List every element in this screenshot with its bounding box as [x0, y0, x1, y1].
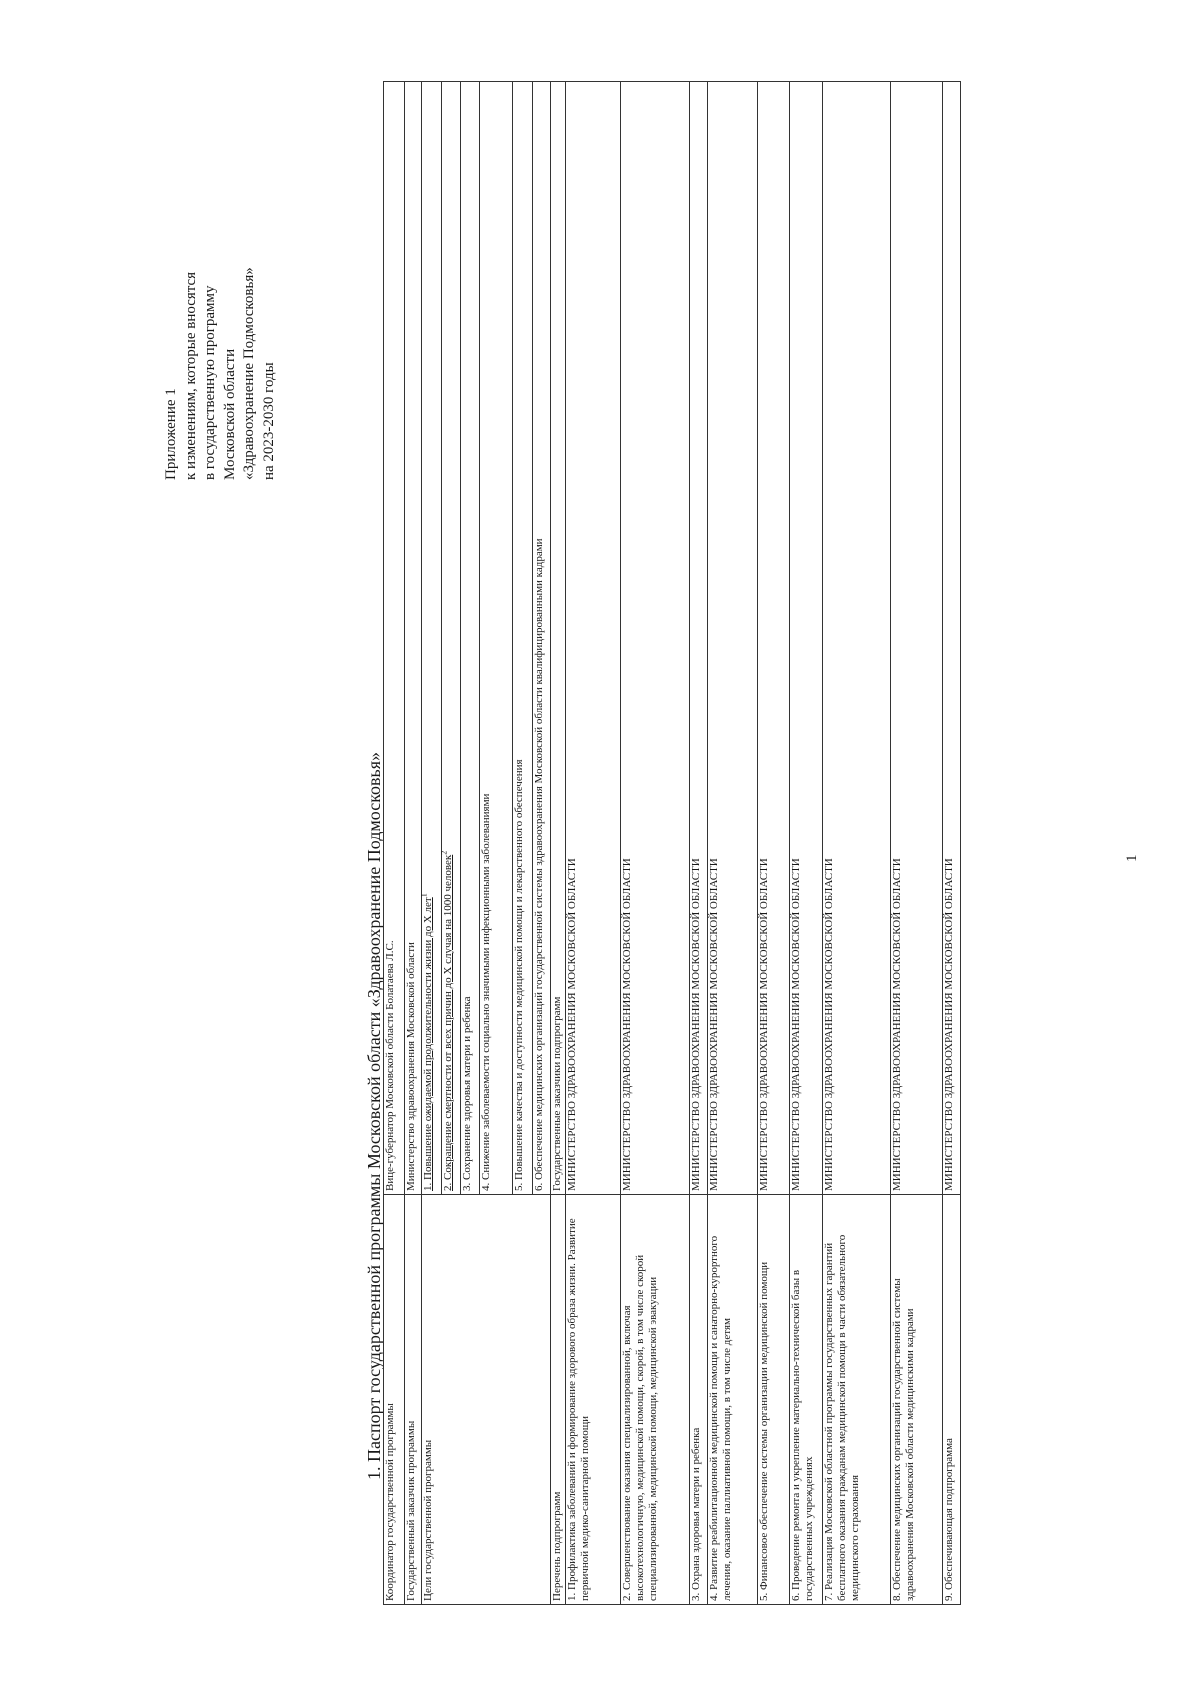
subprogram-row — [566, 82, 620, 1605]
subprograms-header: Государственные заказчики подпрограмм — [551, 82, 566, 1195]
subprogram-name: 1. Профилактика заболеваний и формирование здорового образа жизни. Развитие первичной медико-санитарной помощи — [566, 1195, 620, 1605]
goal-row — [422, 82, 442, 1605]
appendix-line: «Здравоохранение Подмосковья» — [241, 267, 257, 480]
footnote-mark: 1 — [419, 893, 429, 898]
appendix-line: Московской области — [221, 348, 238, 480]
coordinator-label: Координатор государственной программы — [384, 1195, 405, 1605]
subprogram-name: 3. Охрана здоровья матери и ребенка — [690, 1195, 707, 1605]
appendix-line: к изменениям, которые вносятся — [182, 271, 199, 480]
appendix-note — [162, 120, 279, 480]
subprogram-customer: МИНИСТЕРСТВО ЗДРАВООХРАНЕНИЯ МОСКОВСКОЙ ОБЛАСТИ — [943, 82, 961, 1195]
passport-table — [383, 81, 961, 1605]
subprogram-name: 8. Обеспечение медицинских организаций государственной системы здравоохранения Московской области медицинскими кадрами — [891, 1195, 943, 1605]
footnote-mark: 2 — [438, 850, 448, 855]
goal-text: 2. Сокращение смертности от всех причин до Х случая на 1000 человек — [441, 854, 454, 1191]
subprogram-customer: МИНИСТЕРСТВО ЗДРАВООХРАНЕНИЯ МОСКОВСКОЙ ОБЛАСТИ — [566, 82, 620, 1195]
subprogram-customer: МИНИСТЕРСТВО ЗДРАВООХРАНЕНИЯ МОСКОВСКОЙ ОБЛАСТИ — [790, 82, 823, 1195]
page-number: 1 — [1124, 854, 1140, 862]
subprogram-customer: МИНИСТЕРСТВО ЗДРАВООХРАНЕНИЯ МОСКОВСКОЙ ОБЛАСТИ — [690, 82, 707, 1195]
goal-item — [438, 82, 461, 1195]
subprogram-customer: МИНИСТЕРСТВО ЗДРАВООХРАНЕНИЯ МОСКОВСКОЙ ОБЛАСТИ — [620, 82, 690, 1195]
passport-table-container — [383, 82, 961, 1605]
goal-item: 4. Снижение заболеваемости социально значимыми инфекционными заболеваниями — [479, 82, 513, 1195]
goal-item — [419, 82, 442, 1195]
subprogram-row — [822, 82, 890, 1605]
subprogram-row — [943, 82, 961, 1605]
table-row — [551, 82, 566, 1605]
table-row — [384, 82, 405, 1605]
goal-item: 3. Сохранение здоровья матери и ребенка — [461, 82, 479, 1195]
subprogram-customer: МИНИСТЕРСТВО ЗДРАВООХРАНЕНИЯ МОСКОВСКОЙ ОБЛАСТИ — [757, 82, 790, 1195]
subprogram-row — [757, 82, 790, 1605]
subprogram-customer: МИНИСТЕРСТВО ЗДРАВООХРАНЕНИЯ МОСКОВСКОЙ ОБЛАСТИ — [707, 82, 757, 1195]
appendix-line: на 2023-2030 годы — [260, 362, 277, 480]
subprogram-name: 5. Финансовое обеспечение системы организации медицинской помощи — [757, 1195, 790, 1605]
subprogram-name: 4. Развитие реабилитационной медицинской помощи и санаторно-курортного лечения, оказание паллиативной помощи, в том числе детям — [707, 1195, 757, 1605]
subprogram-row — [790, 82, 823, 1605]
appendix-line: Приложение 1 — [163, 388, 179, 480]
subprogram-name: 9. Обеспечивающая подпрограмма — [943, 1195, 961, 1605]
subprogram-customer: МИНИСТЕРСТВО ЗДРАВООХРАНЕНИЯ МОСКОВСКОЙ ОБЛАСТИ — [891, 82, 943, 1195]
customer-label: Государственный заказчик программы — [404, 1195, 421, 1605]
subprogram-name: 6. Проведение ремонта и укрепление материально-технической базы в государственных учреждениях — [790, 1195, 823, 1605]
subprogram-name: 2. Совершенствование оказания специализированной, включая высокотехнологичную, медицинской помощи, скорой, в том числе скорой специализированной, медицинской помощи, медицинской эвакуации — [620, 1195, 690, 1605]
goals-label: Цели государственной программы — [422, 1195, 551, 1605]
customer-value: Министерство здравоохранения Московской области — [404, 82, 421, 1195]
subprogram-name: 7. Реализация Московской областной программы государственных гарантий бесплатного оказания гражданам медицинской помощи в части обязательного медицинского страхования — [822, 1195, 890, 1605]
subprogram-row — [891, 82, 943, 1605]
subprogram-row — [707, 82, 757, 1605]
goal-item: 6. Обеспечение медицинских организаций государственной системы здравоохранения Московской области квалифицированными кадрами — [532, 82, 550, 1195]
goal-item: 5. Повышение качества и доступности медицинской помощи и лекарственного обеспечения — [513, 82, 533, 1195]
coordinator-value: Вице-губернатор Московской области Болатаева Л.С. — [384, 82, 405, 1195]
subprograms-label: Перечень подпрограмм — [551, 1195, 566, 1605]
subprogram-customer: МИНИСТЕРСТВО ЗДРАВООХРАНЕНИЯ МОСКОВСКОЙ ОБЛАСТИ — [822, 82, 890, 1195]
appendix-line: в государственную программу — [202, 285, 218, 480]
subprogram-row — [620, 82, 690, 1605]
page-title: 1. Паспорт государственной программы Московской области «Здравоохранение Подмосковья» — [364, 751, 384, 1480]
subprogram-row — [690, 82, 707, 1605]
goal-text: 1. Повышение ожидаемой продолжительности жизни до Х лет — [422, 897, 435, 1191]
table-row — [404, 82, 421, 1605]
